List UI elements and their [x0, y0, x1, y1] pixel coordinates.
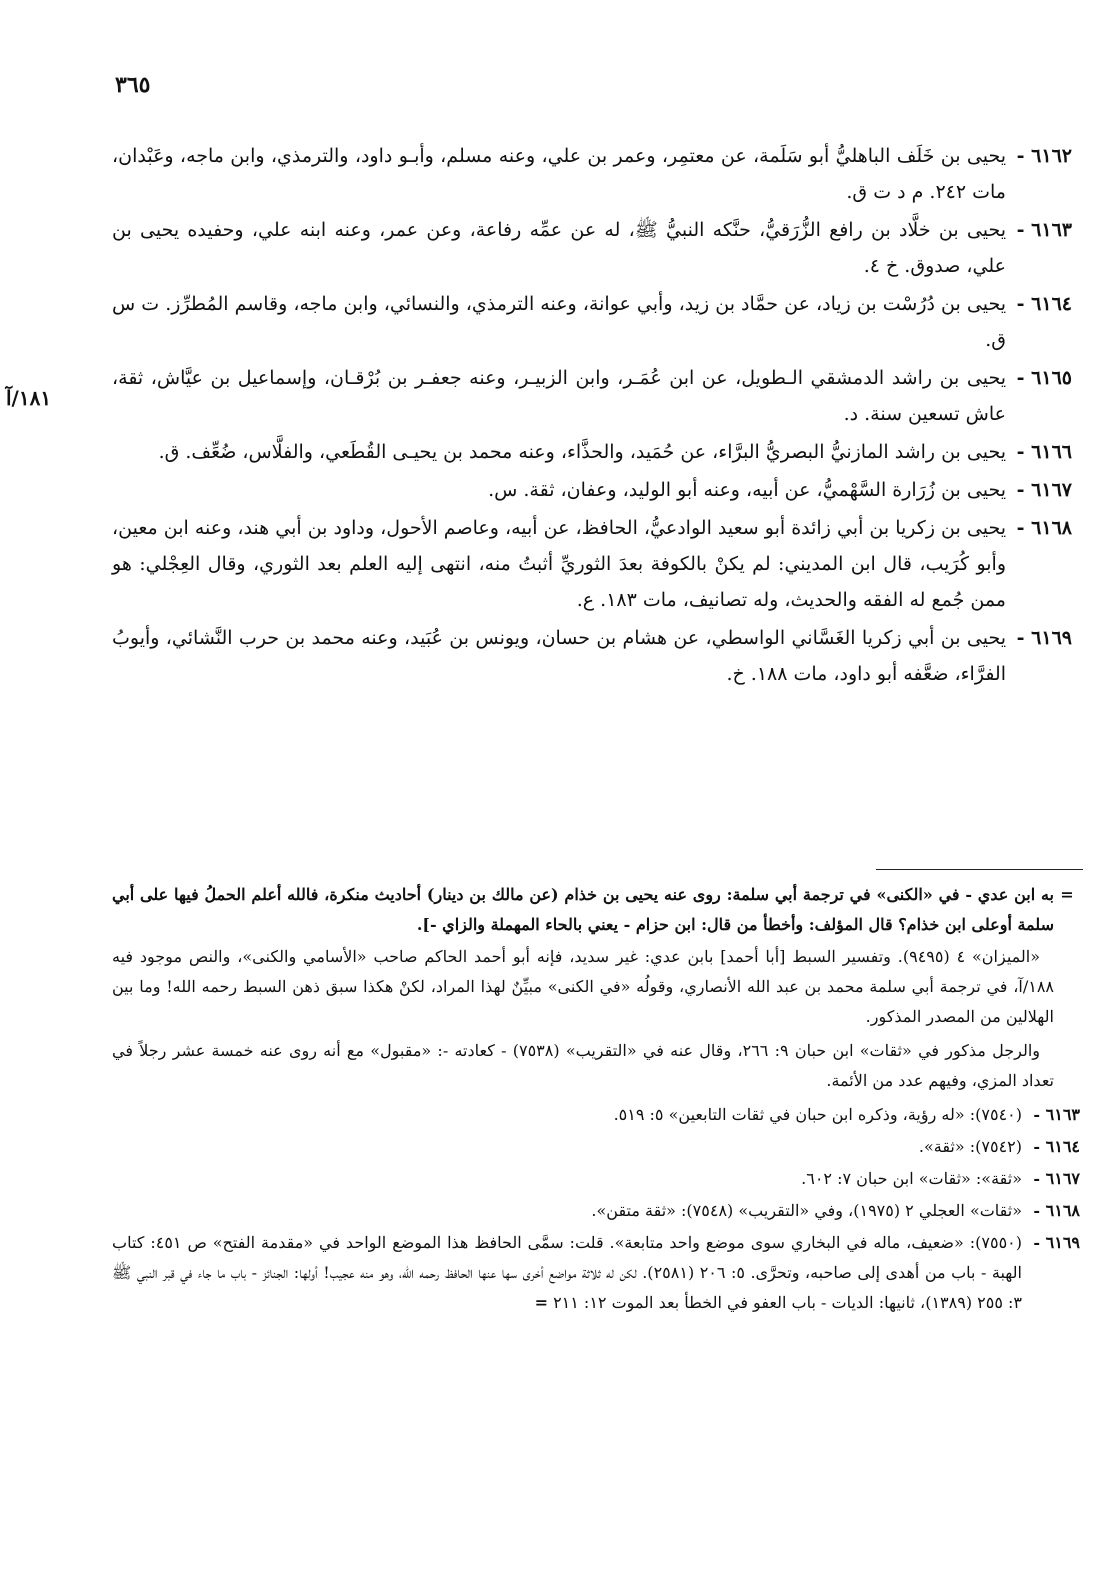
entry-number: ٦١٦٥ -: [1016, 367, 1072, 389]
entry-text: يحيى بن راشد المازنيُّ البصريُّ البرَّاء، عن حُمَيد، والحذَّاء، وعنه محمد بن يحيـى القُطَعي، والفلَّاس، ضُعِّف. ق.: [158, 441, 1006, 463]
entry-text: يحيى بن خَلَف الباهليُّ أبو سَلَمة، عن معتمِر، وعمر بن علي، وعنه مسلم، وأبـو داود، والترمذي، وابن ماجه، وعَبْدان، مات ٢٤٢. م د ت ق.: [112, 145, 1006, 203]
entry: [112, 434, 1072, 470]
entry-text: يحيى بن دُرُسْت بن زياد، عن حمَّاد بن زيد، وأبي عوانة، وعنه الترمذي، والنسائي، وابن ماجه، وقاسم المُطرِّز. ت س ق.: [112, 293, 1006, 351]
footnote-text: «ثقة»: «ثقات» ابن حبان ٧: ٦٠٢.: [801, 1169, 1022, 1188]
entry-number: ٦١٦٩ -: [1016, 627, 1072, 649]
footnote-text: [112, 1228, 1022, 1318]
entry-text: يحيى بن زكريا بن أبي زائدة أبو سعيد الوادعيُّ، الحافظ، عن أبيه، وعاصم الأحول، وداود بن أبي هند، وعنه ابن معين، وأبو كُرَيب، قال ابن المديني: لم يكنْ بالكوفة بعدَ الثوريِّ أثبتُ منه، انتهى إليه العلم بعد الثوري، وقال العِجْلي: هو ممن جُمع له الفقه والحديث، وله تصانيف، مات ١٨٣. ع.: [112, 517, 1006, 611]
entry-number: ٦١٦٦ -: [1016, 441, 1072, 463]
entry: [112, 472, 1072, 508]
entry-number: ٦١٦٣ -: [1016, 219, 1072, 241]
entry-text: يحيى بن زُرَارة السَّهْميُّ، عن أبيه، وعنه أبو الوليد، وعفان، ثقة. س.: [488, 479, 1006, 501]
footnote-number: ٦١٦٣ -: [1033, 1105, 1080, 1124]
entry: [112, 510, 1072, 618]
entry: [112, 360, 1072, 432]
entry: [112, 620, 1072, 692]
entry: [112, 212, 1072, 284]
footnotes: [112, 880, 1080, 1320]
footnote-number: ٦١٦٧ -: [1033, 1169, 1080, 1188]
entry: [112, 138, 1072, 210]
entry-text: يحيى بن خلَّاد بن رافع الزُّرَقيُّ، حنَّكه النبيُّ ﷺ، له عن عمِّه رفاعة، وعن عمر، وعنه ابنه علي، وحفيده يحيى بن علي، صدوق. خ ٤.: [112, 219, 1006, 277]
footnote-number: ٦١٦٤ -: [1033, 1137, 1080, 1156]
continuation-marker: =: [1060, 885, 1074, 904]
page-number: ٣٦٥: [115, 72, 151, 98]
entry-number: ٦١٦٤ -: [1016, 293, 1072, 315]
footnote: [112, 1132, 1080, 1162]
footnote-text: (٧٥٤٠): «له رؤية، وذكره ابن حبان في ثقات التابعين» ٥: ٥١٩.: [613, 1105, 1022, 1124]
entry-text: يحيى بن راشد الدمشقي الـطويل، عن ابن عُمَـر، وابن الزبيـر، وعنه جعفـر بن بُرْقـان، وإسماعيل بن عيَّاش، ثقة، عاش تسعين سنة. د.: [112, 367, 1006, 425]
footnote: [112, 1228, 1080, 1318]
continued-note-text: به ابن عدي - في «الكنى» في ترجمة أبي سلمة: روى عنه يحيى بن خذام (عن مالك بن دينار) أحاديث منكرة، فالله أعلم الحملُ فيها على أبي سلمة أوعلى ابن خذام؟ قال المؤلف: وأخطأ من قال: ابن حزام - يعني بالحاء المهملة والزاي -].: [112, 885, 1054, 934]
footnote-text: «ثقات» العجلي ٢ (١٩٧٥)، وفي «التقريب» (٧٥٤٨): «ثقة متقن».: [591, 1201, 1022, 1220]
footnote-text-body: (٧٥٥٠): «ضعيف، ماله في البخاري سوى موضع واحد متابعة». قلت: سمَّى الحافظ هذا الموضع الواحد في «مقدمة الفتح» ص ٤٥١: كتاب الهبة - باب من أهدى إلى صاحبه، وتحرَّى. ٥: ٢٠٦ (٢٥٨١). لكن له ثلاثة مواضع أخرى سها عنها الحافظ رحمه الله، وهو منه عجيب! أولها: الجنائز - باب ما جاء في قبر النبي ﷺ ٣: ٢٥٥ (١٣٨٩)، ثانيها: الديات - باب العفو في الخطأ بعد الموت ١٢: ٢١١: [112, 1233, 1023, 1312]
footnote: [112, 1100, 1080, 1130]
footnote: [112, 1164, 1080, 1194]
entry-number: ٦١٦٨ -: [1016, 517, 1072, 539]
footnote-number: ٦١٦٩ -: [1033, 1233, 1080, 1252]
entry: [112, 286, 1072, 358]
entry-text: يحيى بن أبي زكريا الغَسَّاني الواسطي، عن هشام بن حسان، ويونس بن عُبَيد، وعنه محمد بن حرب النَّشائي، وأيوبُ الفرَّاء، ضعَّفه أبو داود، مات ١٨٨. خ.: [112, 627, 1006, 685]
footnote-number: ٦١٦٨ -: [1033, 1201, 1080, 1220]
manuscript-folio-note: ١٨١/آ: [6, 386, 52, 410]
footnote-divider: [876, 869, 1083, 870]
note-paragraph: «الميزان» ٤ (٩٤٩٥). وتفسير السبط [أبا أحمد] بابن عدي: غير سديد، فإنه أبو أحمد الحاكم صاحب «الأسامي والكنى»، والنص موجود فيه ١٨٨/آ، في ترجمة أبي سلمة محمد بن عبد الله الأنصاري، وقولُه «في الكنى» مبيِّنٌ لهذا المراد، لكنْ هكذا سبق ذهن السبط رحمه الله! وما بين الهلالين من المصدر المذكور.: [112, 947, 1054, 1026]
continued-note: [112, 880, 1080, 940]
main-text: [112, 138, 1072, 694]
entry-number: ٦١٦٧ -: [1016, 479, 1072, 501]
footnote-text: (٧٥٤٢): «ثقة».: [918, 1137, 1022, 1156]
note-paragraph: والرجل مذكور في «ثقات» ابن حبان ٩: ٢٦٦، وقال عنه في «التقريب» (٧٥٣٨) - كعادته -: «مقبول» مع أنه روى عنه خمسة عشر رجلاً في تعداد المزي، وفيهم عدد من الأئمة.: [112, 1041, 1054, 1090]
footnote: [112, 1196, 1080, 1226]
entry-number: ٦١٦٢ -: [1016, 145, 1072, 167]
continues-marker: =: [534, 1293, 548, 1312]
